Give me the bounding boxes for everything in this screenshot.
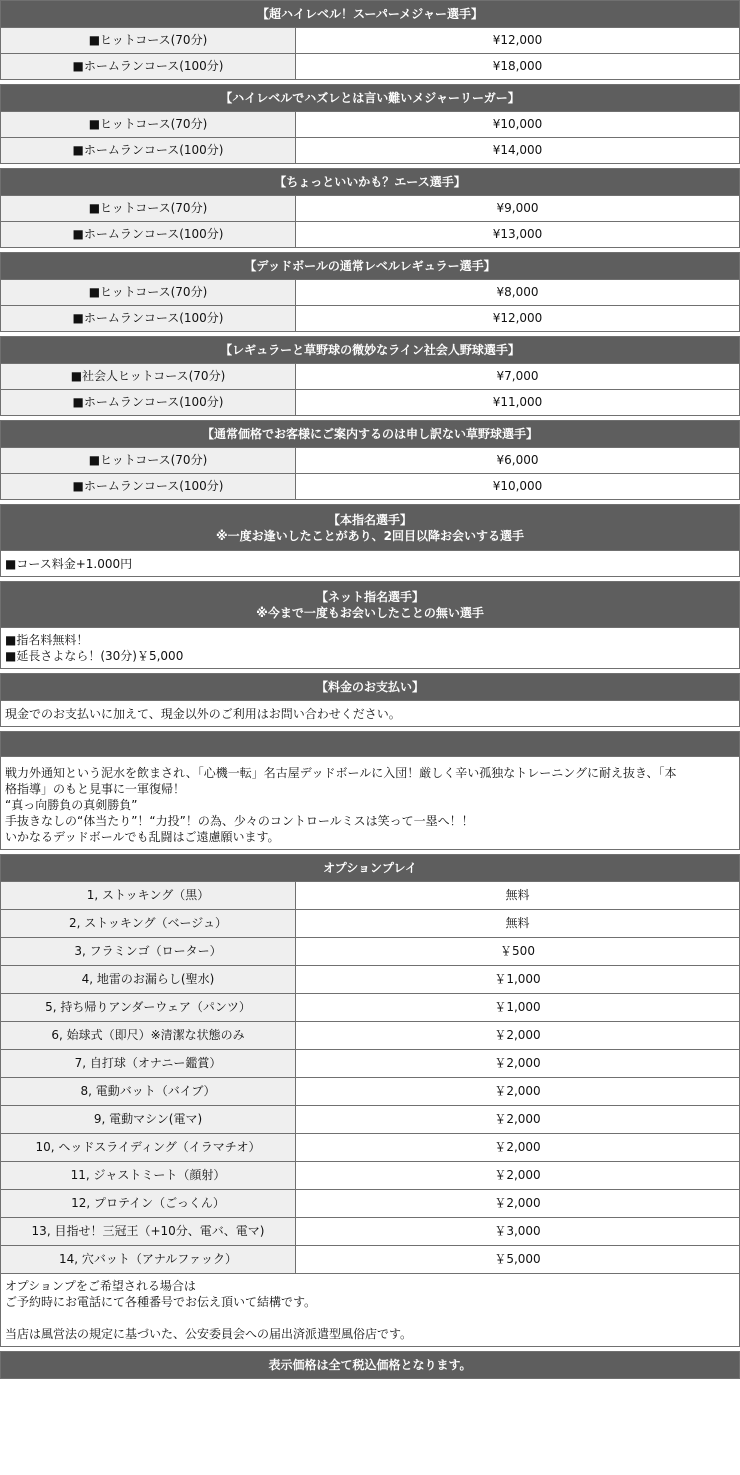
course-price: ¥7,000 bbox=[296, 364, 739, 389]
course-block bbox=[0, 420, 740, 500]
option-price: ￥2,000 bbox=[296, 1050, 739, 1077]
options-section bbox=[0, 854, 740, 1347]
table-row bbox=[1, 474, 739, 500]
option-price: ￥2,000 bbox=[296, 1106, 739, 1133]
course-price: ¥10,000 bbox=[296, 112, 739, 137]
course-block bbox=[0, 84, 740, 164]
payment-title: 【料金のお支払い】 bbox=[1, 674, 739, 701]
option-price: ￥2,000 bbox=[296, 1078, 739, 1105]
course-price: ¥13,000 bbox=[296, 222, 739, 247]
table-row bbox=[1, 364, 739, 390]
course-name: ■ヒットコース(70分) bbox=[1, 196, 296, 221]
course-block-title: 【ちょっといいかも？エース選手】 bbox=[1, 169, 739, 196]
course-block-title: 【通常価格でお客様にご案内するのは申し訳ない草野球選手】 bbox=[1, 421, 739, 448]
story-header-bar bbox=[1, 732, 739, 757]
option-price: ￥5,000 bbox=[296, 1246, 739, 1273]
net-nomination-line: ■延長さよなら！(30分)￥5,000 bbox=[5, 649, 184, 663]
course-block bbox=[0, 168, 740, 248]
table-row bbox=[1, 280, 739, 306]
course-block-title: 【超ハイレベル！スーパーメジャー選手】 bbox=[1, 1, 739, 28]
table-row bbox=[1, 1246, 739, 1274]
course-price: ¥10,000 bbox=[296, 474, 739, 499]
spacer bbox=[5, 1310, 735, 1326]
course-block-title: 【レギュラーと草野球の微妙なライン社会人野球選手】 bbox=[1, 337, 739, 364]
nomination-title-main: 【本指名選手】 bbox=[327, 513, 412, 527]
course-name: ■ホームランコース(100分) bbox=[1, 222, 296, 247]
course-block-title: 【デッドボールの通常レベルレギュラー選手】 bbox=[1, 253, 739, 280]
option-name: 10, ヘッドスライディング（イラマチオ） bbox=[1, 1134, 296, 1161]
table-row bbox=[1, 196, 739, 222]
footer-section bbox=[0, 1351, 740, 1379]
course-price: ¥9,000 bbox=[296, 196, 739, 221]
options-note-line: オプションプをご希望される場合は bbox=[5, 1279, 196, 1293]
course-price: ¥18,000 bbox=[296, 54, 739, 79]
course-name: ■ホームランコース(100分) bbox=[1, 54, 296, 79]
option-price: 無料 bbox=[296, 910, 739, 937]
nomination-section bbox=[0, 504, 740, 577]
option-name: 4, 地雷のお漏らし(聖水) bbox=[1, 966, 296, 993]
course-price: ¥14,000 bbox=[296, 138, 739, 163]
table-row bbox=[1, 910, 739, 938]
option-price: ￥2,000 bbox=[296, 1190, 739, 1217]
option-name: 14, 穴バット（アナルファック） bbox=[1, 1246, 296, 1273]
options-note-line: 当店は風営法の規定に基づいた、公安委員会への届出済派遣型風俗店です。 bbox=[5, 1327, 413, 1341]
net-nomination-title-sub: ※今まで一度もお会いしたことの無い選手 bbox=[256, 606, 484, 620]
option-name: 3, フラミンゴ（ローター） bbox=[1, 938, 296, 965]
option-name: 7, 自打球（オナニー鑑賞） bbox=[1, 1050, 296, 1077]
options-title: オプションプレイ bbox=[1, 855, 739, 882]
course-price: ¥8,000 bbox=[296, 280, 739, 305]
course-name: ■ホームランコース(100分) bbox=[1, 390, 296, 415]
option-name: 13, 目指せ！三冠王（+10分、電バ、電マ) bbox=[1, 1218, 296, 1245]
course-block bbox=[0, 252, 740, 332]
option-name: 2, ストッキング（ベージュ） bbox=[1, 910, 296, 937]
options-note bbox=[1, 1274, 739, 1347]
course-name: ■ヒットコース(70分) bbox=[1, 112, 296, 137]
course-name: ■ホームランコース(100分) bbox=[1, 474, 296, 499]
story-body bbox=[1, 757, 739, 850]
option-price: ￥3,000 bbox=[296, 1218, 739, 1245]
option-price: ￥500 bbox=[296, 938, 739, 965]
option-name: 6, 始球式（即尺）※清潔な状態のみ bbox=[1, 1022, 296, 1049]
course-price: ¥6,000 bbox=[296, 448, 739, 473]
net-nomination-body bbox=[1, 628, 739, 669]
nomination-body: ■コース料金+1.000円 bbox=[1, 551, 739, 577]
table-row bbox=[1, 1134, 739, 1162]
story-line: 格指導」のもと見事に一軍復帰！ bbox=[5, 782, 186, 796]
course-name: ■ホームランコース(100分) bbox=[1, 138, 296, 163]
course-block bbox=[0, 0, 740, 80]
course-price: ¥12,000 bbox=[296, 28, 739, 53]
course-block bbox=[0, 336, 740, 416]
table-row bbox=[1, 1218, 739, 1246]
option-price: ￥2,000 bbox=[296, 1162, 739, 1189]
story-section bbox=[0, 731, 740, 850]
course-name: ■ホームランコース(100分) bbox=[1, 306, 296, 331]
option-price: ￥1,000 bbox=[296, 966, 739, 993]
course-name: ■ヒットコース(70分) bbox=[1, 28, 296, 53]
table-row bbox=[1, 1106, 739, 1134]
payment-section bbox=[0, 673, 740, 727]
nomination-title bbox=[1, 505, 739, 551]
option-price: ￥1,000 bbox=[296, 994, 739, 1021]
options-note-line: ご予約時にお電話にて各種番号でお伝え頂いて結構です。 bbox=[5, 1295, 317, 1309]
table-row bbox=[1, 938, 739, 966]
option-price: ￥2,000 bbox=[296, 1022, 739, 1049]
story-line: 戦力外通知という泥水を飲まされ、「心機一転」名古屋デッドボールに入団！厳しく辛い孤独なトレーニングに耐え抜き、「本 bbox=[5, 766, 677, 780]
table-row bbox=[1, 1078, 739, 1106]
story-line: 手抜きなしの“体当たり”！“力投”！の為、少々のコントロールミスは笑って一塁へ！！ bbox=[5, 814, 474, 828]
option-price: 無料 bbox=[296, 882, 739, 909]
table-row bbox=[1, 1190, 739, 1218]
course-price: ¥11,000 bbox=[296, 390, 739, 415]
course-name: ■社会人ヒットコース(70分) bbox=[1, 364, 296, 389]
option-name: 1, ストッキング（黒） bbox=[1, 882, 296, 909]
table-row bbox=[1, 1050, 739, 1078]
course-name: ■ヒットコース(70分) bbox=[1, 280, 296, 305]
net-nomination-line: ■指名料無料！ bbox=[5, 633, 89, 647]
table-row bbox=[1, 882, 739, 910]
option-price: ￥2,000 bbox=[296, 1134, 739, 1161]
table-row bbox=[1, 1022, 739, 1050]
course-block-title: 【ハイレベルでハズレとは言い難いメジャーリーガー】 bbox=[1, 85, 739, 112]
table-row bbox=[1, 966, 739, 994]
table-row bbox=[1, 28, 739, 54]
table-row bbox=[1, 306, 739, 332]
story-line: “真っ向勝負の真剣勝負” bbox=[5, 798, 138, 812]
table-row bbox=[1, 1162, 739, 1190]
table-row bbox=[1, 138, 739, 164]
option-name: 9, 電動マシン(電マ) bbox=[1, 1106, 296, 1133]
footer-text: 表示価格は全て税込価格となります。 bbox=[1, 1352, 739, 1379]
course-price: ¥12,000 bbox=[296, 306, 739, 331]
option-name: 5, 持ち帰りアンダーウェア（パンツ） bbox=[1, 994, 296, 1021]
table-row bbox=[1, 994, 739, 1022]
option-name: 11, ジャストミート（顔射） bbox=[1, 1162, 296, 1189]
table-row bbox=[1, 448, 739, 474]
table-row bbox=[1, 390, 739, 416]
option-name: 8, 電動バット（バイブ） bbox=[1, 1078, 296, 1105]
net-nomination-title bbox=[1, 582, 739, 628]
table-row bbox=[1, 112, 739, 138]
table-row bbox=[1, 54, 739, 80]
table-row bbox=[1, 222, 739, 248]
net-nomination-title-main: 【ネット指名選手】 bbox=[315, 590, 424, 604]
option-name: 12, プロテイン（ごっくん） bbox=[1, 1190, 296, 1217]
nomination-title-sub: ※一度お逢いしたことがあり、2回目以降お会いする選手 bbox=[215, 529, 525, 543]
course-name: ■ヒットコース(70分) bbox=[1, 448, 296, 473]
net-nomination-section bbox=[0, 581, 740, 669]
payment-body: 現金でのお支払いに加えて、現金以外のご利用はお問い合わせください。 bbox=[1, 701, 739, 727]
story-line: いかなるデッドボールでも乱闘はご遠慮願います。 bbox=[5, 830, 280, 844]
